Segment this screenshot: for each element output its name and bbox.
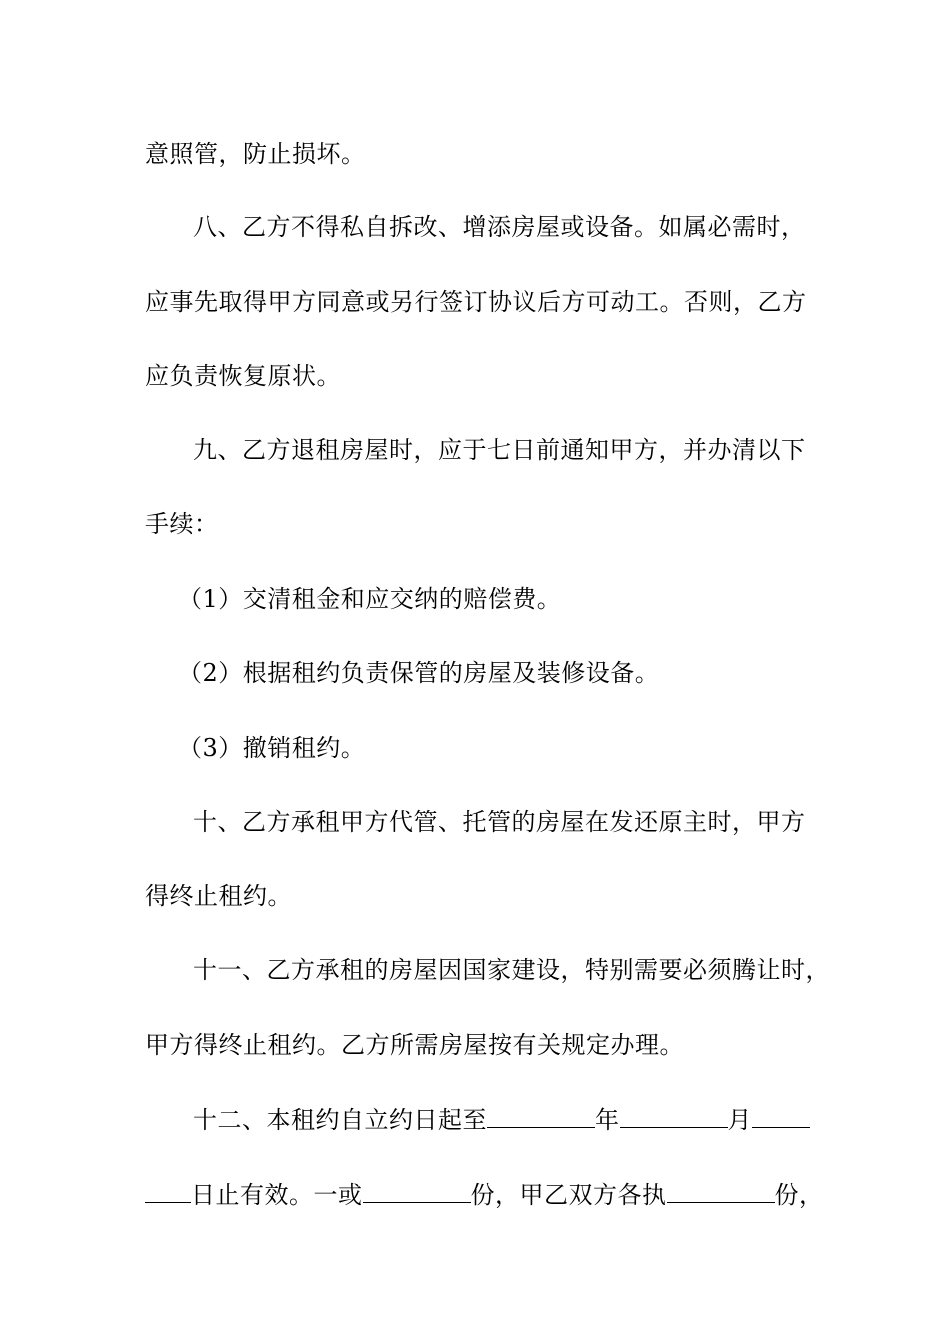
clause-12-lead-text: 十二、本租约自立约日起至 [193,1106,487,1134]
copies-text: 份，甲乙双方各执 [470,1181,667,1209]
end-day-blank-part1 [752,1107,810,1128]
clause-11-line-2: 甲方得终止租约。乙方所需房屋按有关规定办理。 [145,1031,684,1059]
list-item-3: （3）撤销租约。 [178,734,366,762]
clause-12-line-2 [145,1182,824,1207]
clause-9-line-2: 手续： [145,510,219,538]
clause-9-line-1: 九、乙方退租房屋时，应于七日前通知甲方，并办清以下 [193,436,806,464]
clause-12-line-1 [193,1107,810,1132]
copies-total-blank [363,1182,471,1203]
list-item-2: （2）根据租约负责保管的房屋及装修设备。 [178,659,660,687]
clause-8-line-2: 应事先取得甲方同意或另行签订协议后方可动工。否则，乙方 [145,288,807,316]
clause-8-line-1: 八、乙方不得私自拆改、增添房屋或设备。如属必需时， [193,213,806,241]
clause-10-line-2: 得终止租约。 [145,882,292,910]
end-day-blank-part2 [145,1182,191,1203]
year-label: 年 [595,1106,620,1134]
copies-end-text: 份， [774,1181,824,1209]
month-label: 月 [727,1106,752,1134]
validity-text: 日止有效。一或 [191,1181,363,1209]
clause-10-line-1: 十、乙方承租甲方代管、托管的房屋在发还原主时，甲方 [193,808,806,836]
end-year-blank [487,1107,595,1128]
list-item-1: （1）交清租金和应交纳的赔偿费。 [178,585,562,613]
clause-11-line-1: 十一、乙方承租的房屋因国家建设，特别需要必须腾让时， [193,956,830,984]
clause-8-line-3: 应负责恢复原状。 [145,362,341,390]
end-month-blank [620,1107,728,1128]
text-line: 意照管，防止损坏。 [145,140,366,168]
copies-each-blank [667,1182,775,1203]
